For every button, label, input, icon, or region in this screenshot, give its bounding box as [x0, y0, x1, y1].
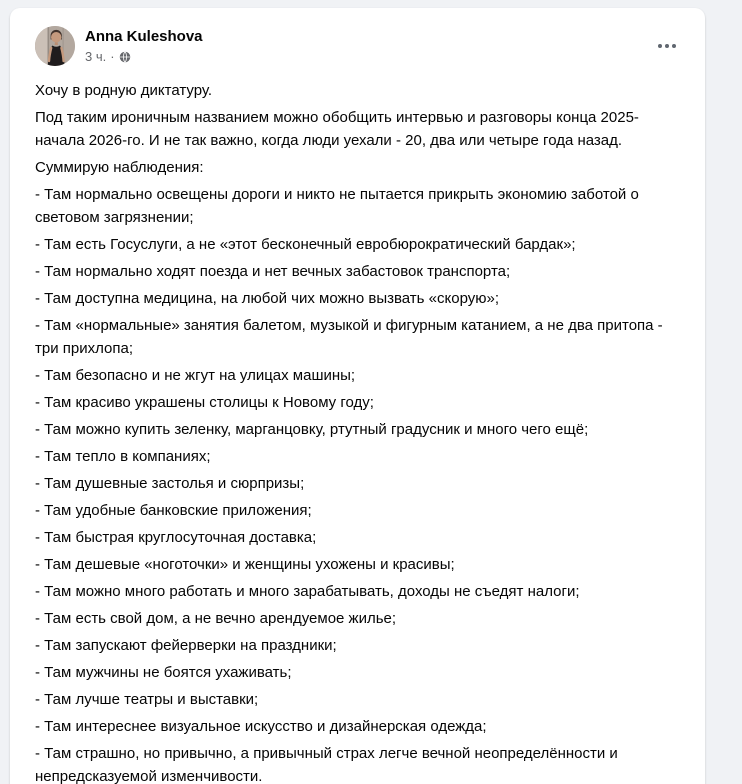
avatar[interactable]	[35, 26, 75, 66]
timestamp[interactable]: 3 ч.	[85, 49, 107, 64]
post-paragraph: - Там можно купить зеленку, марганцовку, ртутный градусник и много чего ещё;	[35, 421, 589, 438]
post-paragraph: - Там есть Госуслуги, а не «этот бесконечный евробюрократический бардак»;	[35, 236, 576, 253]
post-paragraph: - Там нормально освещены дороги и никто не пытается прикрыть экономию заботой о световом загрязнении;	[35, 186, 639, 226]
post-menu-button[interactable]	[649, 28, 685, 64]
post-paragraph: - Там мужчины не боятся ухаживать;	[35, 664, 292, 681]
post-paragraph: - Там быстрая круглосуточная доставка;	[35, 529, 317, 546]
post-text	[10, 66, 705, 784]
post-paragraph: - Там тепло в компаниях;	[35, 448, 211, 465]
post-paragraph: Под таким ироничным названием можно обобщить интервью и разговоры конца 2025-начала 2026-го. И не так важно, когда люди уехали - 20, два или четыре года назад.	[35, 109, 639, 149]
post-paragraph: Суммирую наблюдения:	[35, 159, 204, 176]
post-paragraph: - Там лучше театры и выставки;	[35, 691, 259, 708]
post-card	[10, 8, 705, 784]
post-paragraph: Хочу в родную диктатуру.	[35, 82, 213, 99]
post-paragraph: - Там нормально ходят поезда и нет вечных забастовок транспорта;	[35, 263, 511, 280]
post-paragraph: - Там душевные застолья и сюрпризы;	[35, 475, 305, 492]
header-info	[85, 26, 203, 65]
post-paragraph: - Там страшно, но привычно, а привычный страх легче вечной неопределённости и непредсказуемой изменчивости.	[35, 745, 618, 784]
post-paragraph: - Там удобные банковские приложения;	[35, 502, 312, 519]
author-name[interactable]: Anna Kuleshova	[85, 28, 203, 45]
post-paragraph: - Там есть свой дом, а не вечно арендуемое жилье;	[35, 610, 397, 627]
post-paragraph: - Там можно много работать и много зарабатывать, доходы не съедят налоги;	[35, 583, 580, 600]
globe-icon	[119, 51, 131, 63]
post-paragraph: - Там безопасно и не жгут на улицах машины;	[35, 367, 356, 384]
post-header	[10, 8, 705, 66]
post-paragraph: - Там интереснее визуальное искусство и дизайнерская одежда;	[35, 718, 487, 735]
post-paragraph: - Там красиво украшены столицы к Новому году;	[35, 394, 374, 411]
post-paragraph: - Там «нормальные» занятия балетом, музыкой и фигурным катанием, а не два притопа - три прихлопа;	[35, 317, 663, 357]
meta-separator: ·	[110, 49, 115, 64]
avatar-photo	[35, 26, 75, 66]
post-meta	[85, 49, 203, 65]
post-paragraph: - Там дешевые «ноготочки» и женщины ухожены и красивы;	[35, 556, 455, 573]
post-paragraph: - Там запускают фейерверки на праздники;	[35, 637, 337, 654]
post-paragraph: - Там доступна медицина, на любой чих можно вызвать «скорую»;	[35, 290, 500, 307]
ellipsis-icon	[658, 44, 676, 48]
